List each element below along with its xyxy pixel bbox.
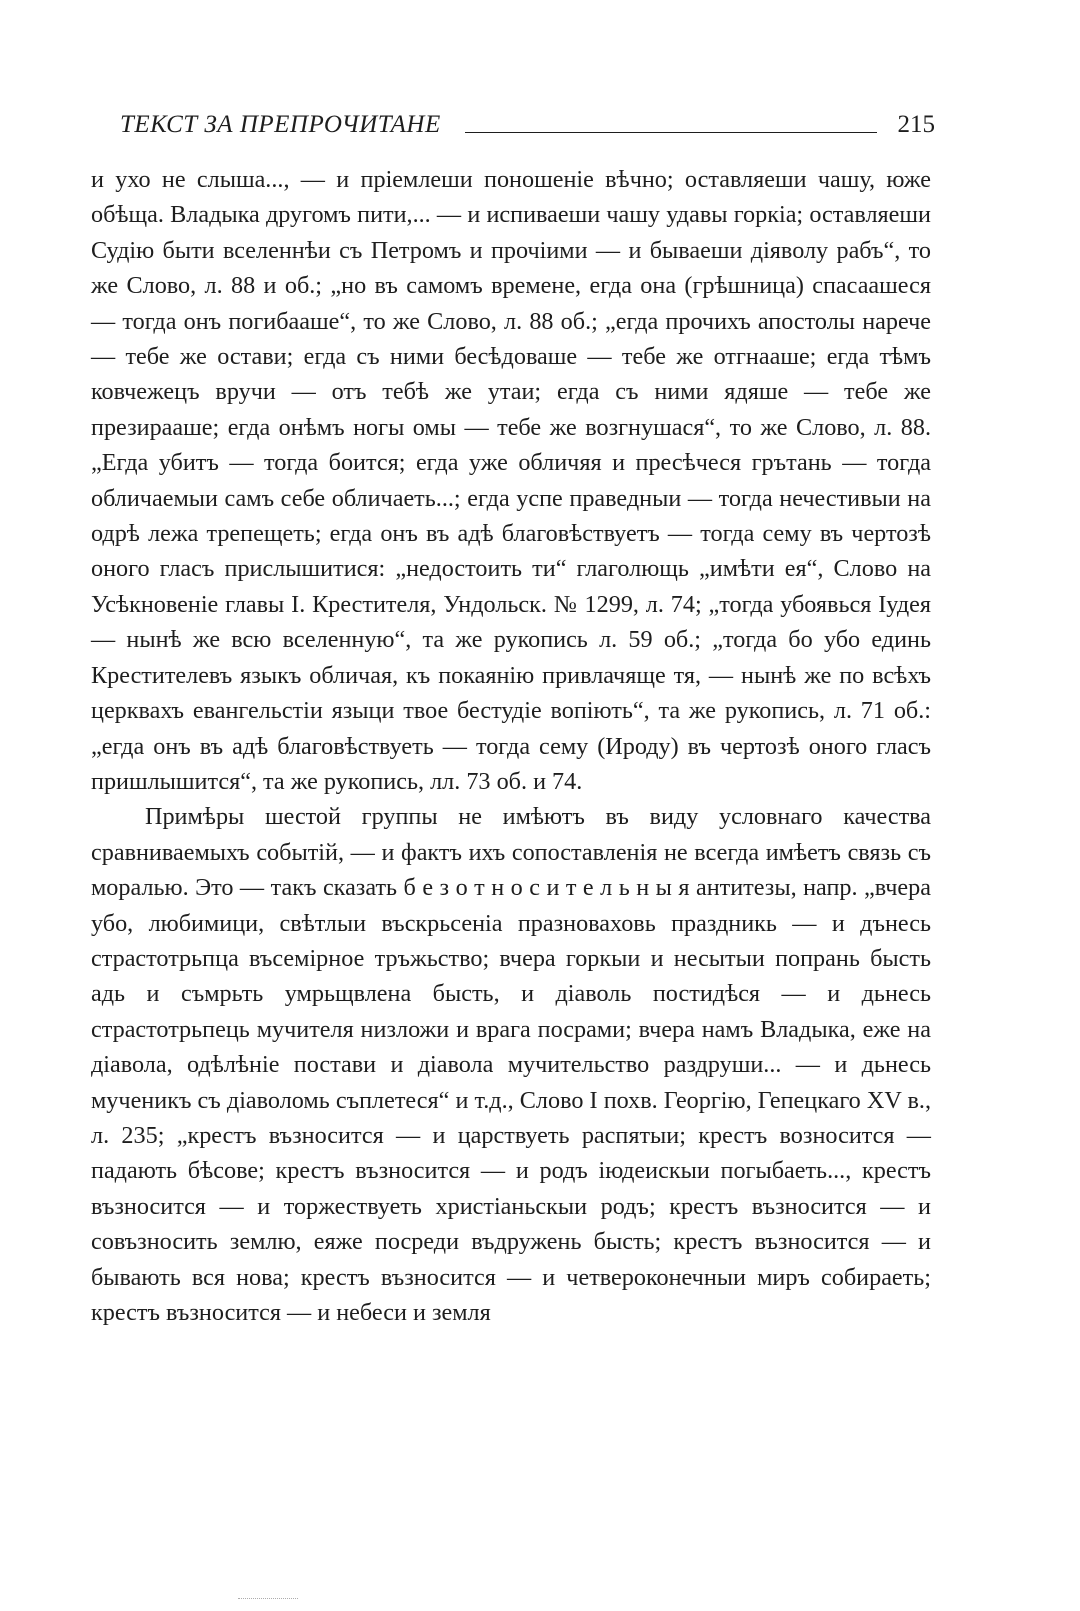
scan-mark — [238, 1598, 298, 1603]
header-title: ТЕКСТ ЗА ПРЕПРОЧИТАНЕ — [120, 111, 441, 138]
body-text — [91, 162, 931, 1330]
page-number: 215 — [897, 111, 935, 138]
running-header — [120, 108, 935, 142]
paragraph-2: Примѣры шестой группы не имѣютъ въ виду условнаго качества сравниваемыхъ событій, — и фактъ ихъ сопоставленія не всегда имѣетъ связь съ моралью. Это — такъ сказать б е з о т н о с и т е л ь н ы я антитезы, напр. „вчера убо, любимици, свѣтлыи въскрьсеніа празноваховь праздникь — и дънесь страстотрьпца въсемірное тръжьство; вчера горкыи и несытыи попрань бысть адь и съмрьть умрьщвлена бысть, и діаволь постидѣся — и дьнесь страстотрьпець мучителя низложи и врага посрами; вчера намъ Владыка, еже на діавола, одѣлѣніе постави и діавола мучительство раздруши... — и дьнесь мученикъ съ діаволомь съплетеся“ и т.д., Слово І похв. Георгію, Гепецкаго XV в., л. 235; „крестъ възносится — и царствуеть распятыи; крестъ возносится — падають бѣсове; крестъ възносится — и родъ іюдеискыи погыбаеть..., крестъ възносится — и торжествуеть христіаньскыи родъ; крестъ възносится — и совъзносить землю, еяже посреди въдружень бысть; крестъ възносится — и бывають вся нова; крестъ възносится — и четвероконечныи миръ собираеть; крестъ възносится — и небеси и земля — [91, 803, 931, 1326]
paragraph-1: и ухо не слыша..., — и пріемлеши поношеніе вѣчно; оставляеши чашу, юже обѣща. Владыка другомъ пити,... — и испиваеши чашу удавы горкіа; оставляеши Судію быти вселеннѣи съ Петромъ и прочіими — и бываеши діяволу рабъ“, то же Слово, л. 88 и об.; „но въ самомъ времене, егда она (грѣшница) спасаашеся — тогда онъ погибааше“, то же Слово, л. 88 об.; „егда прочихъ апостолы нарече — тебе же остави; егда съ ними бесѣдоваше — тебе же отгнааше; егда тѣмъ ковчежецъ вручи — отъ тебѣ же утаи; егда съ ними ядяше — тебе же презирааше; егда онѣмъ ногы омы — тебе же возгнушася“, то же Слово, л. 88. „Егда убитъ — тогда боится; егда уже обличяя и пресѣчеся грътань — тогда обличаемыи самъ себе обличаеть...; егда успе праведныи — тогда нечестивыи на одрѣ лежа трепещеть; егда онъ въ адѣ благовѣствуетъ — тогда сему въ чертозѣ оного гласъ прислышитися: „недостоить ти“ глаголющь „имѣти ея“, Слово на Усѣкновеніе главы І. Крестителя, Ундольск. № 1299, л. 74; „тогда убоявься Іудея — нынѣ же всю вселенную“, та же рукопись л. 59 об.; „тогда бо убо единь Крестителевъ языкъ обличая, къ покаянію привлачяще тя, — нынѣ же по всѣхъ церквахъ евангельстіи языци твое бестудіе вопіють“, та же рукопись, л. 71 об.: „егда онъ въ адѣ благовѣствуеть — тогда сему (Ироду) въ чертозѣ оного гласъ пришлышится“, та же рукопись, лл. 73 об. и 74. — [91, 166, 931, 795]
header-rule — [465, 132, 877, 133]
